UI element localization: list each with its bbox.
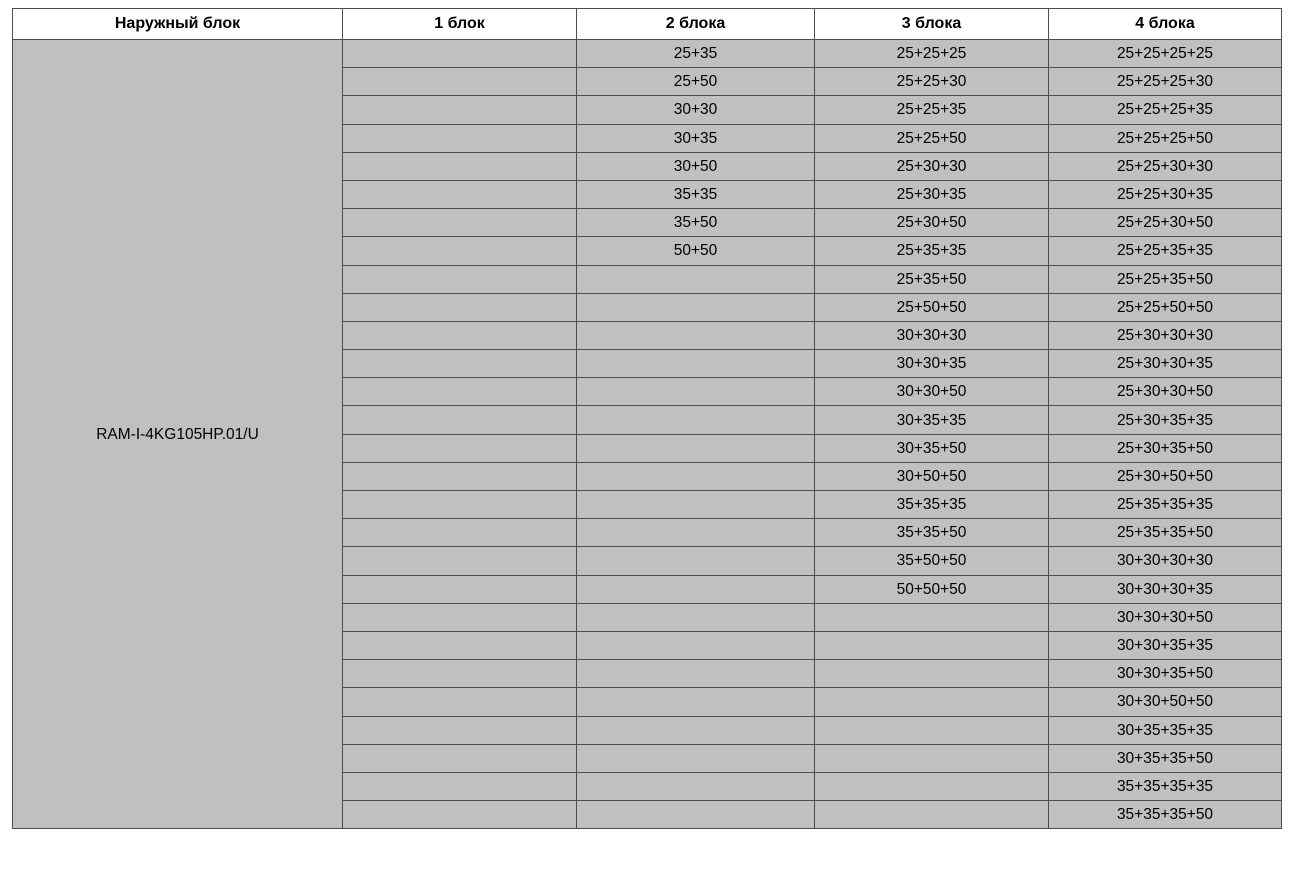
table-row xyxy=(13,40,1282,68)
cell-four-blocks: 25+25+30+50 xyxy=(1049,209,1282,237)
cell-two-blocks: 35+35 xyxy=(577,180,815,208)
cell-two-blocks-empty xyxy=(577,801,815,829)
table-body xyxy=(13,40,1282,829)
cell-two-blocks-empty xyxy=(577,575,815,603)
cell-two-blocks-empty xyxy=(577,519,815,547)
cell-four-blocks: 25+25+30+30 xyxy=(1049,152,1282,180)
cell-four-blocks: 25+30+30+50 xyxy=(1049,378,1282,406)
cell-two-blocks-empty xyxy=(577,462,815,490)
cell-three-blocks: 30+30+35 xyxy=(815,350,1049,378)
cell-one-block-empty xyxy=(343,491,577,519)
cell-two-blocks-empty xyxy=(577,772,815,800)
cell-one-block-empty xyxy=(343,265,577,293)
cell-one-block-empty xyxy=(343,801,577,829)
cell-four-blocks: 35+35+35+35 xyxy=(1049,772,1282,800)
cell-two-blocks-empty xyxy=(577,293,815,321)
cell-two-blocks-empty xyxy=(577,603,815,631)
cell-two-blocks-empty xyxy=(577,265,815,293)
cell-one-block-empty xyxy=(343,96,577,124)
cell-three-blocks: 25+50+50 xyxy=(815,293,1049,321)
cell-three-blocks: 25+25+35 xyxy=(815,96,1049,124)
header-row xyxy=(13,9,1282,40)
cell-four-blocks: 30+35+35+35 xyxy=(1049,716,1282,744)
cell-one-block-empty xyxy=(343,434,577,462)
cell-four-blocks: 25+25+30+35 xyxy=(1049,180,1282,208)
cell-two-blocks: 30+50 xyxy=(577,152,815,180)
cell-two-blocks-empty xyxy=(577,547,815,575)
cell-two-blocks-empty xyxy=(577,688,815,716)
cell-one-block-empty xyxy=(343,744,577,772)
header-four-blocks: 4 блока xyxy=(1049,9,1282,40)
cell-three-blocks: 30+35+35 xyxy=(815,406,1049,434)
cell-four-blocks: 25+30+35+35 xyxy=(1049,406,1282,434)
cell-three-blocks: 25+30+50 xyxy=(815,209,1049,237)
cell-four-blocks: 25+25+35+50 xyxy=(1049,265,1282,293)
cell-three-blocks-empty xyxy=(815,801,1049,829)
cell-one-block-empty xyxy=(343,293,577,321)
cell-four-blocks: 30+30+30+30 xyxy=(1049,547,1282,575)
cell-one-block-empty xyxy=(343,406,577,434)
cell-one-block-empty xyxy=(343,237,577,265)
cell-two-blocks: 25+50 xyxy=(577,68,815,96)
cell-one-block-empty xyxy=(343,688,577,716)
cell-three-blocks: 25+35+35 xyxy=(815,237,1049,265)
cell-one-block-empty xyxy=(343,603,577,631)
cell-two-blocks-empty xyxy=(577,406,815,434)
cell-three-blocks: 25+25+30 xyxy=(815,68,1049,96)
cell-one-block-empty xyxy=(343,40,577,68)
cell-one-block-empty xyxy=(343,180,577,208)
cell-three-blocks: 25+35+50 xyxy=(815,265,1049,293)
cell-four-blocks: 30+35+35+50 xyxy=(1049,744,1282,772)
cell-four-blocks: 30+30+35+50 xyxy=(1049,660,1282,688)
cell-one-block-empty xyxy=(343,209,577,237)
header-two-blocks: 2 блока xyxy=(577,9,815,40)
cell-four-blocks: 25+35+35+35 xyxy=(1049,491,1282,519)
cell-three-blocks: 35+35+50 xyxy=(815,519,1049,547)
cell-four-blocks: 25+25+35+35 xyxy=(1049,237,1282,265)
cell-two-blocks-empty xyxy=(577,378,815,406)
cell-four-blocks: 25+25+50+50 xyxy=(1049,293,1282,321)
cell-three-blocks: 30+35+50 xyxy=(815,434,1049,462)
cell-four-blocks: 25+30+35+50 xyxy=(1049,434,1282,462)
cell-one-block-empty xyxy=(343,575,577,603)
cell-four-blocks: 30+30+30+35 xyxy=(1049,575,1282,603)
cell-three-blocks: 50+50+50 xyxy=(815,575,1049,603)
header-outdoor-unit: Наружный блок xyxy=(13,9,343,40)
cell-three-blocks: 30+50+50 xyxy=(815,462,1049,490)
indoor-unit-combination-table xyxy=(12,8,1282,829)
cell-one-block-empty xyxy=(343,152,577,180)
cell-two-blocks-empty xyxy=(577,744,815,772)
cell-three-blocks: 25+30+35 xyxy=(815,180,1049,208)
cell-four-blocks: 25+25+25+30 xyxy=(1049,68,1282,96)
cell-four-blocks: 30+30+35+35 xyxy=(1049,631,1282,659)
cell-one-block-empty xyxy=(343,321,577,349)
cell-two-blocks: 35+50 xyxy=(577,209,815,237)
cell-one-block-empty xyxy=(343,547,577,575)
cell-two-blocks: 30+35 xyxy=(577,124,815,152)
cell-one-block-empty xyxy=(343,660,577,688)
cell-two-blocks-empty xyxy=(577,631,815,659)
cell-three-blocks-empty xyxy=(815,631,1049,659)
cell-one-block-empty xyxy=(343,716,577,744)
cell-four-blocks: 25+35+35+50 xyxy=(1049,519,1282,547)
cell-four-blocks: 25+25+25+25 xyxy=(1049,40,1282,68)
cell-three-blocks: 25+25+50 xyxy=(815,124,1049,152)
cell-four-blocks: 30+30+30+50 xyxy=(1049,603,1282,631)
cell-one-block-empty xyxy=(343,519,577,547)
cell-four-blocks: 30+30+50+50 xyxy=(1049,688,1282,716)
cell-one-block-empty xyxy=(343,68,577,96)
cell-three-blocks-empty xyxy=(815,744,1049,772)
cell-one-block-empty xyxy=(343,772,577,800)
cell-three-blocks: 25+25+25 xyxy=(815,40,1049,68)
cell-three-blocks-empty xyxy=(815,716,1049,744)
cell-one-block-empty xyxy=(343,378,577,406)
cell-two-blocks: 50+50 xyxy=(577,237,815,265)
cell-four-blocks: 25+30+50+50 xyxy=(1049,462,1282,490)
cell-one-block-empty xyxy=(343,631,577,659)
cell-one-block-empty xyxy=(343,462,577,490)
cell-one-block-empty xyxy=(343,124,577,152)
cell-four-blocks: 25+30+30+35 xyxy=(1049,350,1282,378)
cell-three-blocks: 30+30+30 xyxy=(815,321,1049,349)
table-header xyxy=(13,9,1282,40)
cell-one-block-empty xyxy=(343,350,577,378)
cell-two-blocks-empty xyxy=(577,321,815,349)
cell-three-blocks-empty xyxy=(815,603,1049,631)
cell-four-blocks: 25+25+25+35 xyxy=(1049,96,1282,124)
header-one-block: 1 блок xyxy=(343,9,577,40)
cell-two-blocks: 30+30 xyxy=(577,96,815,124)
cell-three-blocks-empty xyxy=(815,772,1049,800)
cell-four-blocks: 25+30+30+30 xyxy=(1049,321,1282,349)
cell-two-blocks-empty xyxy=(577,660,815,688)
outdoor-unit-model: RAM-I-4KG105HP.01/U xyxy=(13,40,343,829)
cell-four-blocks: 25+25+25+50 xyxy=(1049,124,1282,152)
cell-two-blocks-empty xyxy=(577,350,815,378)
cell-four-blocks: 35+35+35+50 xyxy=(1049,801,1282,829)
cell-three-blocks: 25+30+30 xyxy=(815,152,1049,180)
header-three-blocks: 3 блока xyxy=(815,9,1049,40)
cell-two-blocks-empty xyxy=(577,716,815,744)
cell-three-blocks-empty xyxy=(815,660,1049,688)
cell-two-blocks-empty xyxy=(577,434,815,462)
cell-three-blocks: 35+35+35 xyxy=(815,491,1049,519)
cell-three-blocks-empty xyxy=(815,688,1049,716)
cell-two-blocks-empty xyxy=(577,491,815,519)
cell-two-blocks: 25+35 xyxy=(577,40,815,68)
cell-three-blocks: 30+30+50 xyxy=(815,378,1049,406)
cell-three-blocks: 35+50+50 xyxy=(815,547,1049,575)
